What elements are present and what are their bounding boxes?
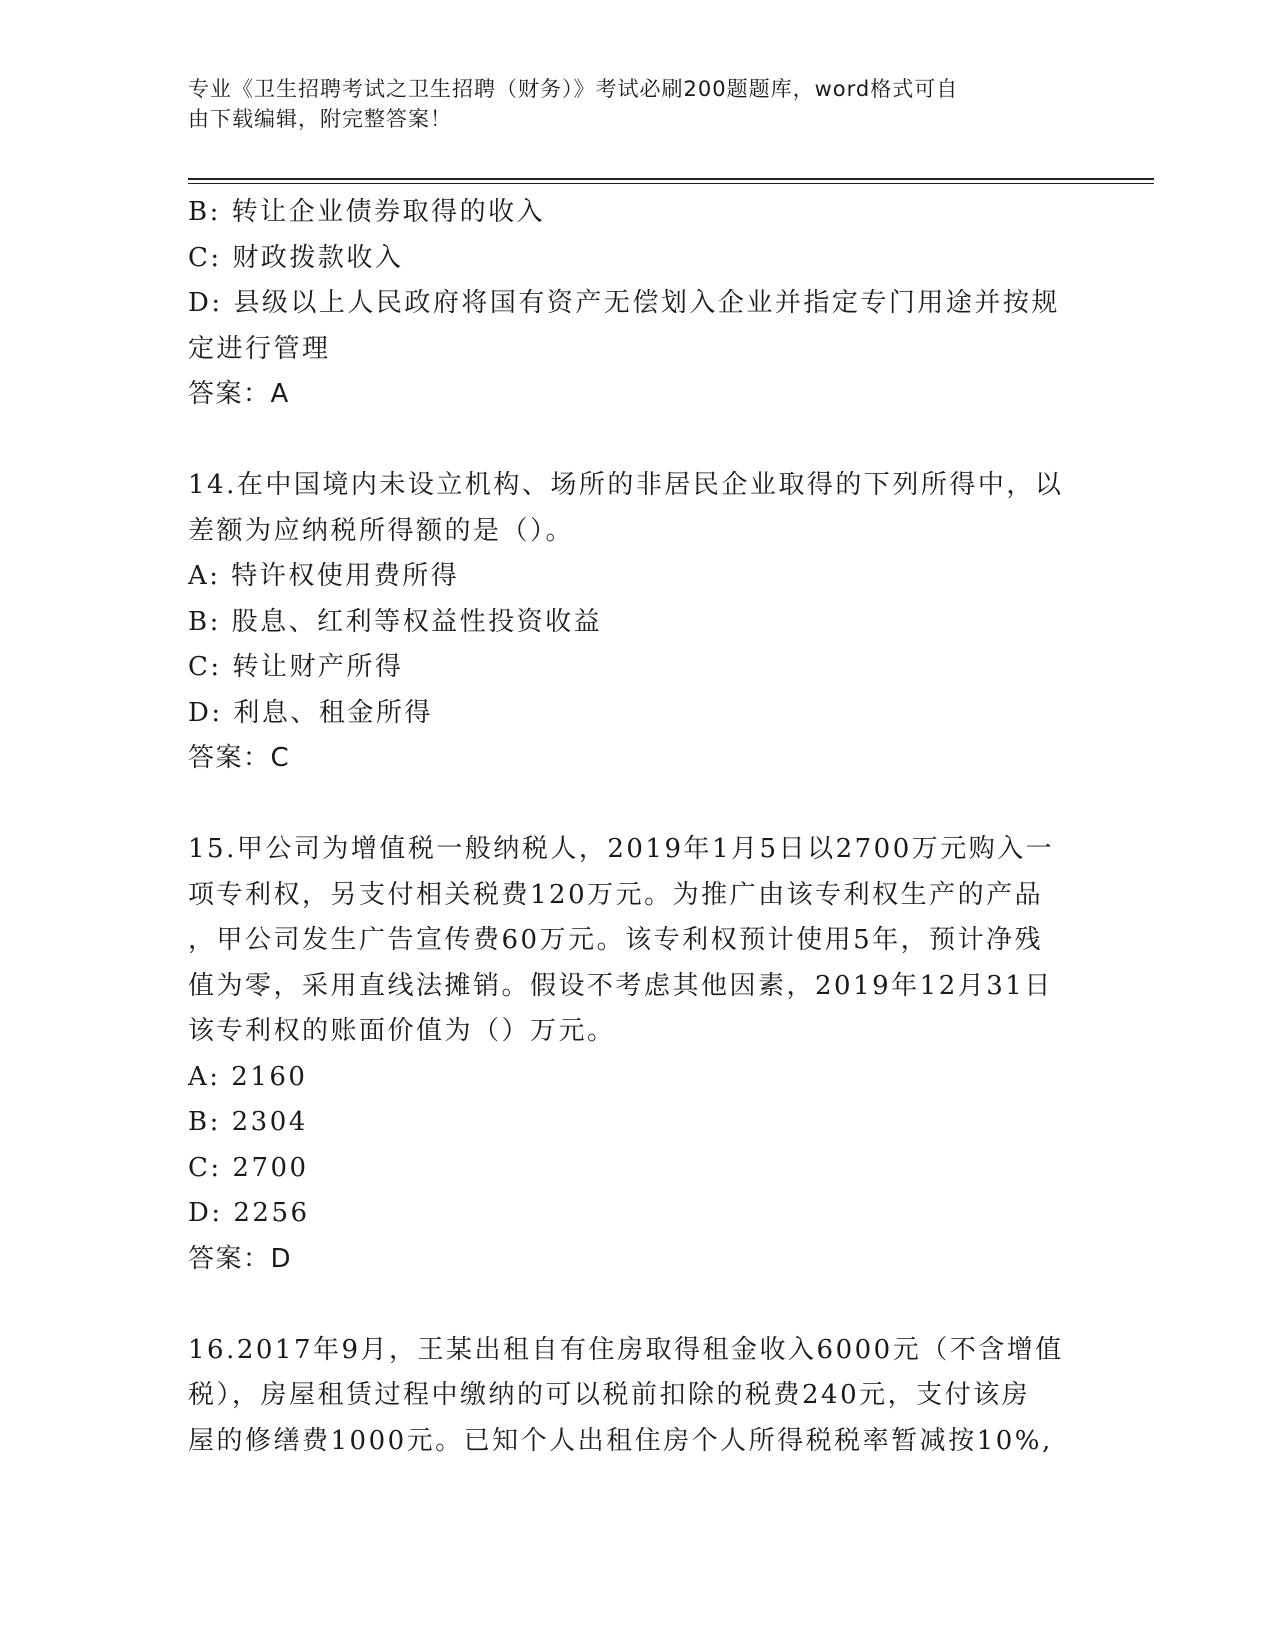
option-a: A: 2160 [188, 1061, 308, 1092]
header-rule-thin [188, 183, 1154, 184]
option-c: C: 2700 [188, 1152, 309, 1183]
document-body [188, 190, 1068, 1464]
question-stem: 值为零，采用直线法摊销。假设不考虑其他因素，2019年12月31日 [188, 970, 1053, 1001]
spacer [188, 782, 1068, 828]
option-c: C: 财政拨款收入 [188, 242, 404, 273]
option-d: D: 2256 [188, 1198, 310, 1228]
header-line-1: 专业《卫生招聘考试之卫生招聘（财务）》考试必刷200题题库，word格式可自 [188, 77, 959, 101]
header-line-2: 由下载编辑，附完整答案！ [188, 107, 452, 131]
question-15 [188, 827, 1068, 1282]
question-16 [188, 1328, 1068, 1465]
option-a: A: 特许权使用费所得 [188, 561, 460, 591]
document-header [188, 74, 1068, 134]
question-stem: ，甲公司发生广告宣传费60万元。该专利权预计使用5年，预计净残 [188, 925, 1044, 955]
question-stem: 税），房屋租赁过程中缴纳的可以税前扣除的税费240元，支付该房 [188, 1380, 1031, 1410]
question-stem: 14.在中国境内未设立机构、场所的非居民企业取得的下列所得中，以 [188, 470, 1064, 500]
option-d-continued: 定进行管理 [188, 333, 331, 364]
question-13-tail [188, 190, 1068, 418]
question-stem: 差额为应纳税所得额的是（）。 [188, 515, 575, 546]
question-stem: 16.2017年9月，王某出租自有住房取得租金收入6000元（不含增值 [188, 1334, 1064, 1365]
option-d: D: 利息、租金所得 [188, 697, 433, 728]
option-b: B: 转让企业债券取得的收入 [188, 197, 546, 227]
option-b: B: 2304 [188, 1107, 308, 1137]
question-stem: 屋的修缮费1000元。已知个人出租住房个人所得税税率暂减按10%, [188, 1425, 1053, 1456]
option-c: C: 转让财产所得 [188, 652, 404, 682]
option-d: D: 县级以上人民政府将国有资产无偿划入企业并指定专门用途并按规 [188, 288, 1060, 318]
answer: 答案：C [188, 743, 291, 773]
header-rule-thick [188, 178, 1154, 180]
question-14 [188, 463, 1068, 782]
question-stem: 15.甲公司为增值税一般纳税人，2019年1月5日以2700万元购入一 [188, 834, 1055, 864]
spacer [188, 418, 1068, 464]
spacer [188, 1282, 1068, 1328]
answer: 答案：D [188, 1243, 293, 1274]
question-stem: 项专利权，另支付相关税费120万元。为推广由该专利权生产的产品 [188, 879, 1044, 910]
option-b: B: 股息、红利等权益性投资收益 [188, 606, 603, 637]
answer: 答案：A [188, 379, 290, 409]
question-stem: 该专利权的账面价值为（）万元。 [188, 1016, 616, 1046]
